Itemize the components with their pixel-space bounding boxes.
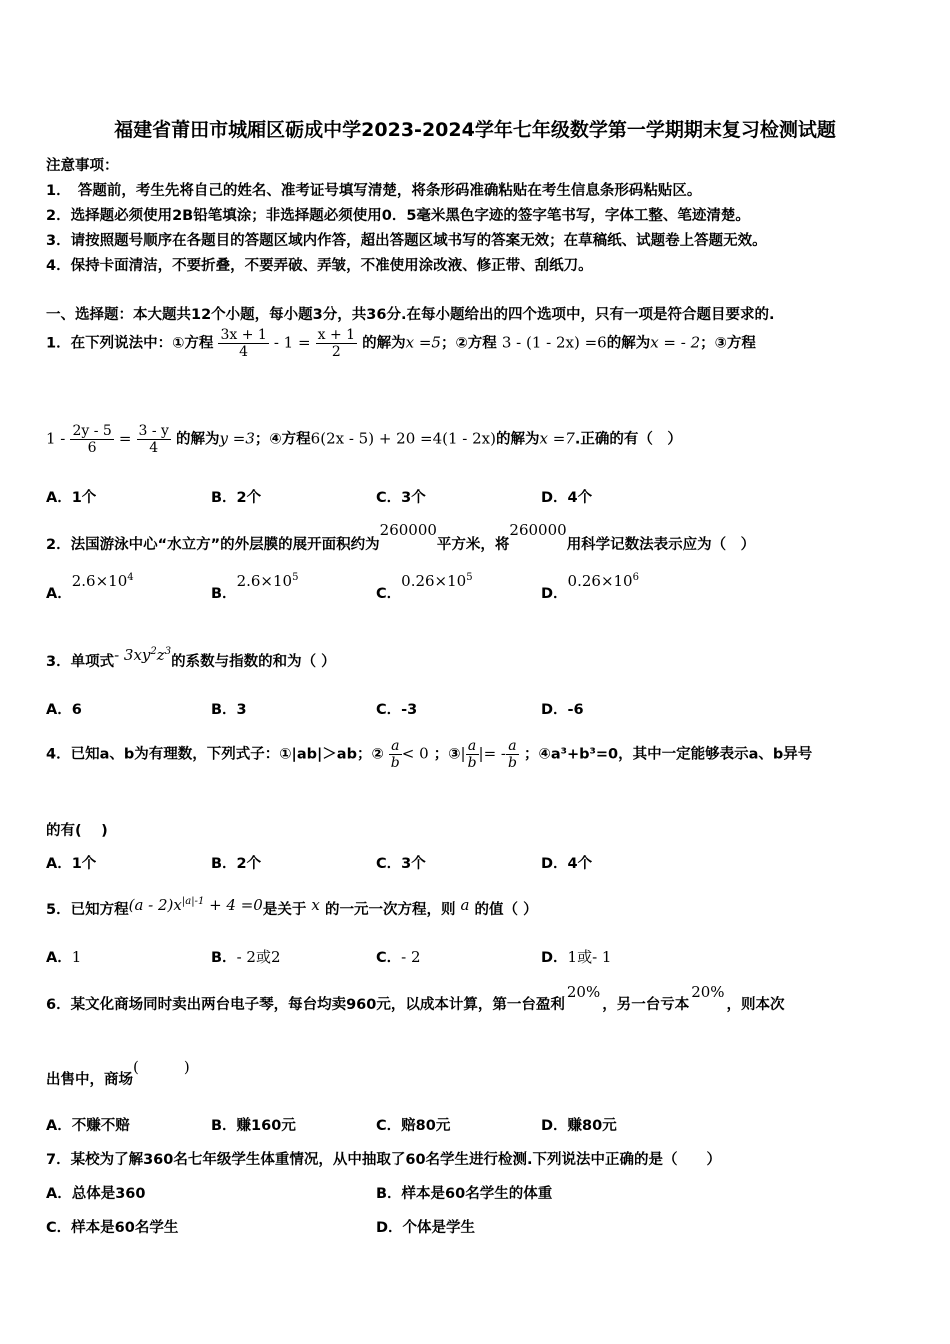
q4-math: | [460, 744, 466, 763]
q5-option-b: B．- 2或2 [211, 948, 281, 966]
q2-text-part: 用科学记数法表示应为（ ） [566, 537, 756, 553]
q4-text-part: a³+b³=0，其中一定能够表示a、b异号 [550, 746, 813, 763]
q3-option-c: C．-3 [376, 702, 418, 718]
q2-text [46, 521, 756, 554]
q6-text-part: ，则本次 [726, 997, 785, 1013]
q6-text-part: 出售中，商场 [46, 1072, 133, 1088]
q6-text [46, 983, 785, 1014]
q4-line2: 的有( ) [46, 823, 108, 839]
q1-math: x =7 [539, 429, 575, 448]
q4-text-part: ；④ [524, 746, 551, 763]
notice-item-1: 1． 答题前，考生先将自己的姓名、准考证号填写清楚，将条形码准确粘贴在考生信息条形码粘贴区。 [46, 183, 702, 199]
q1-math: 1 - [46, 429, 66, 448]
q6-option-a: A．不赚不赔 [46, 1118, 130, 1134]
q5-text-part: 的一元一次方程，则 [324, 902, 456, 918]
q4-fraction-3: $\frac{a}{b}$ [508, 738, 517, 771]
q1-text: 的解为 [606, 335, 651, 352]
q1-text: 的解为 [176, 431, 220, 448]
q6-percent: 20% [691, 983, 725, 1001]
q1-text: ；②方程 [440, 335, 497, 352]
q6-line2 [46, 1058, 190, 1089]
q6-option-d: D．赚80元 [541, 1118, 617, 1134]
q4-text-part: ；③ [433, 746, 461, 763]
q5-option-c: C．- 2 [376, 948, 421, 966]
q2-number: 260000 [509, 521, 567, 539]
q1-fraction-2: $\frac{x + 1}{2}$ [317, 327, 356, 360]
q1-math: x =5 [405, 333, 441, 352]
q5-option-d: D．1或- 1 [541, 948, 612, 966]
q1-option-b: B．2个 [211, 490, 262, 506]
q2-text-part: 平方米，将 [436, 537, 510, 553]
section-heading: 一、选择题：本大题共12个小题，每小题3分，共36分.在每小题给出的四个选项中，只有一项是符合题目要求的. [46, 307, 775, 323]
q4-option-b: B．2个 [211, 856, 262, 872]
q6-paren: ( ) [133, 1058, 190, 1076]
q1-fraction-3: $\frac{2y - 5}{6}$ [72, 423, 112, 456]
q1-option-d: D．4个 [541, 490, 593, 506]
q1-fraction-4: $\frac{3 - y}{4}$ [138, 423, 169, 456]
q1-text: ；④方程 [254, 431, 311, 448]
q7-option-c: C．样本是60名学生 [46, 1220, 179, 1236]
q1-math: x = - 2 [650, 333, 701, 352]
q4-math: < 0 [401, 744, 429, 763]
q3-text-part: 3．单项式 [46, 654, 115, 670]
q5-var: x [311, 896, 320, 914]
q5-var: a [460, 896, 470, 914]
q1-math: = [118, 429, 132, 448]
q3-monomial: - $3xy^2z^3$ [114, 646, 172, 664]
q4-text [46, 738, 812, 771]
q6-text-part: ，另一台亏本 [602, 997, 690, 1013]
q4-fraction-1: $\frac{a}{b}$ [390, 738, 400, 771]
q7-option-d: D．个体是学生 [376, 1220, 476, 1236]
q1-line2 [46, 423, 682, 456]
notice-heading: 注意事项： [46, 158, 119, 174]
q7-option-b: B．样本是60名学生的体重 [376, 1186, 553, 1202]
q4-text-part: 4．已知a、b为有理数，下列式子：①|ab|＞ab；② [46, 746, 384, 763]
notice-item-3: 3．请按照题号顺序在各题目的答题区域内作答，超出答题区域书写的答案无效；在草稿纸、试题卷上答题无效。 [46, 233, 767, 249]
q6-percent: 20% [566, 983, 601, 1001]
q1-prefix: 1．在下列说法中：①方程 [46, 335, 214, 352]
q1-text: .正确的有（ ） [574, 431, 682, 448]
q6-text-part: 6．某文化商场同时卖出两台电子琴，每台均卖960元，以成本计算，第一台盈利 [46, 997, 565, 1013]
q6-option-c: C．赔80元 [376, 1118, 451, 1134]
q3-text [46, 646, 336, 671]
q1-option-c: C．3个 [376, 490, 426, 506]
q4-option-c: C．3个 [376, 856, 426, 872]
q1-math: 3 - (1 - 2x) =6 [501, 333, 607, 352]
q3-option-b: B．3 [211, 702, 247, 718]
q4-option-d: D．4个 [541, 856, 593, 872]
q2-option-b: B．$2.6\times 10^5$ [211, 572, 299, 602]
q2-option-d: D．$0.26\times 10^6$ [541, 572, 639, 602]
q5-text-part: 的值（ ） [474, 902, 538, 918]
q5-equation: $(a - 2)x^{|a|-1} + 4 =0$ [128, 896, 263, 914]
q5-option-a: A．1 [46, 948, 82, 966]
q1-text: ；③方程 [700, 335, 756, 352]
notice-item-2: 2．选择题必须使用2B铅笔填涂；非选择题必须使用0．5毫米黑色字迹的签字笔书写，字体工整、笔迹清楚。 [46, 208, 750, 224]
q4-math: |= - [478, 744, 506, 763]
notice-item-4: 4．保持卡面清洁，不要折叠，不要弄破、弄皱，不准使用涂改液、修正带、刮纸刀。 [46, 258, 593, 274]
q6-option-b: B．赚160元 [211, 1118, 296, 1134]
q2-option-a: A．$2.6\times 10^4$ [46, 572, 134, 602]
q1-option-a: A．1个 [46, 490, 97, 506]
q5-text-part: 是关于 [262, 902, 307, 918]
q1-line1 [46, 327, 756, 360]
q1-math: y =3 [219, 429, 255, 448]
q1-fraction-1: $\frac{3x + 1}{4}$ [220, 327, 267, 360]
q1-math: 6(2x - 5) + 20 =4(1 - 2x) [310, 429, 496, 448]
q4-fraction-2: $\frac{a}{b}$ [467, 738, 477, 771]
q1-text: 的解为 [362, 335, 406, 352]
q3-option-d: D．-6 [541, 702, 584, 718]
q1-expr: - 1 = [273, 333, 311, 352]
q7-text: 7．某校为了解360名七年级学生体重情况，从中抽取了60名学生进行检测.下列说法中正确的是（ ） [46, 1152, 722, 1168]
q7-option-a: A．总体是360 [46, 1186, 146, 1202]
q5-text-part: 5．已知方程 [46, 902, 129, 918]
q3-text-part: 的系数与指数的和为（ ） [171, 654, 336, 670]
q2-text-part: 2．法国游泳中心“水立方”的外层膜的展开面积约为 [46, 537, 380, 553]
page-title: 福建省莆田市城厢区砺成中学2023-2024学年七年级数学第一学期期末复习检测试题 [114, 119, 836, 141]
q2-option-c: C．$0.26\times 10^5$ [376, 572, 473, 602]
q1-text: 的解为 [496, 431, 540, 448]
q3-option-a: A．6 [46, 702, 82, 718]
q2-number: 260000 [379, 521, 437, 539]
q4-option-a: A．1个 [46, 856, 97, 872]
q5-text [46, 898, 538, 919]
